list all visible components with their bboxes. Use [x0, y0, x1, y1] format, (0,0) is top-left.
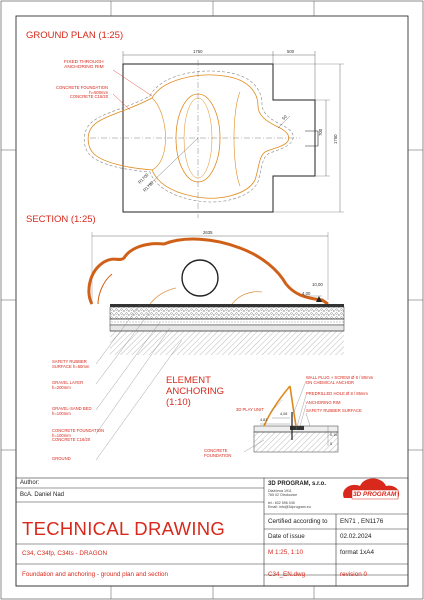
anchor-concrete-label: [204, 449, 231, 458]
company-address-line2: 765 02 Otrokovice: [268, 493, 298, 498]
gravel-layer-line1: GRAVEL LAYER: [52, 380, 84, 385]
safety-rubber-line2: SURFACE h=50mm: [52, 363, 90, 369]
gravel-layer: [110, 307, 344, 319]
ground-plan: [84, 51, 344, 218]
gravel-sand-line1: GRAVEL-SAND BED: [52, 406, 92, 411]
dim-481: 4,81: [260, 418, 268, 422]
dim-4: 4,00: [302, 291, 311, 296]
safety-rubber-surface-label: SAFETY RUBBER SURFACE: [306, 408, 362, 413]
wall-plug-line2: ON CHEMICAL ANCHOR: [306, 379, 355, 385]
dim-r1700: R1700: [137, 172, 150, 185]
safety-rubber-label: [52, 360, 89, 369]
company-phone: tel.: 602 596 045: [268, 500, 295, 505]
company-name: 3D PROGRAM, s.r.o.: [268, 481, 327, 487]
section-concrete-line3: CONCRETE C16/20: [52, 437, 91, 443]
file-name: C34_EN.dwg: [268, 571, 306, 578]
anchor-concrete-line2: FOUNDATION: [204, 452, 232, 458]
dim-2635: 2635: [203, 230, 213, 235]
date-label: Date of issue: [268, 533, 305, 540]
scale-value: M 1:25, 1:10: [268, 549, 304, 556]
element-anchoring-title: [166, 375, 224, 408]
model-list: C34, C34fp, C34ts - DRAGON: [22, 550, 108, 557]
gravel-layer-label: [52, 381, 83, 390]
inner-frame: [16, 16, 408, 586]
ground-label: GROUND: [52, 456, 71, 461]
ground-layer: [110, 331, 344, 355]
play-unit-label: 3D PLAY UNIT: [236, 407, 264, 412]
section-concrete-label: [52, 429, 104, 443]
author-name: BcA. Daniel Nad: [20, 492, 65, 498]
safety-rubber-line1: SAFETY RUBBER: [52, 359, 87, 364]
element-title-line1: ELEMENT: [166, 375, 211, 386]
dim-700: 700: [318, 128, 323, 136]
certified-value: EN71 , EN1176: [340, 518, 384, 525]
author-label: Author:: [20, 480, 40, 486]
fixed-through-line1: FIXED THROUGH: [64, 60, 104, 65]
section-concrete-line2: h=100mm: [52, 432, 71, 438]
drawing-subtitle: Foundation and anchoring - ground plan and section: [22, 571, 168, 578]
date-value: 02.02.2024: [340, 533, 372, 540]
anchor-concrete-line1: CONCRETE: [204, 448, 228, 453]
company-email: Email: info@3dprogram.eu: [268, 504, 311, 509]
plan-concrete-line1: CONCRETE FOUNDATION: [56, 85, 109, 90]
gravel-layer-line2: h=200mm: [52, 384, 71, 390]
wall-plug-line1: WALL PLUG + SCREW Ø 8 / 80mm: [306, 375, 374, 380]
revision: revision 0: [340, 571, 367, 578]
certified-label: Certified according to: [268, 518, 328, 525]
wall-plug-label: [306, 376, 373, 385]
drawing-title: TECHNICAL DRAWING: [22, 518, 226, 539]
company-address: [268, 489, 311, 509]
dim-408: 4,08: [280, 412, 288, 416]
dim-1750-vertical: 1750: [333, 134, 338, 144]
section-concrete-line1: CONCRETE FOUNDATION: [52, 428, 105, 433]
rubber-layer: [110, 304, 344, 307]
sand-layer: [110, 319, 344, 325]
dim-10: 10,00: [312, 282, 323, 287]
dim-016: 0,16: [330, 433, 338, 437]
logo-text: 3D PROGRAM: [353, 490, 397, 498]
fixed-through-label: [64, 60, 104, 71]
anchoring-rim-label: ANCHORING RIM: [306, 400, 341, 405]
concrete-layer: [110, 325, 344, 331]
format-value: format 1xA4: [340, 549, 374, 556]
plan-concrete-label: [56, 86, 108, 100]
plan-concrete-line2: h=500mm: [89, 89, 109, 95]
dim-1750: 1750: [193, 49, 203, 54]
fixed-through-line2: ANCHORING RIM: [64, 65, 104, 71]
dim-r50: 50: [280, 114, 288, 121]
plan-concrete-line3: CONCRETE C16/20: [69, 94, 109, 100]
company-address-line1: Dlažčená 1911: [268, 489, 292, 493]
gravel-sand-label: [52, 407, 91, 416]
element-title-line2: ANCHORING: [166, 386, 225, 397]
gravel-sand-line2: h=100mm: [52, 410, 71, 416]
element-title-line3: (1:10): [166, 397, 191, 408]
ground-plan-title: GROUND PLAN (1:25): [26, 30, 124, 41]
dim-5: 5: [330, 442, 333, 446]
predrilled-hole-label: PREDRILLED HOLE Ø 8 / 85mm: [306, 391, 368, 396]
dim-500: 500: [287, 49, 295, 54]
dim-r1790: R1790: [142, 180, 155, 193]
section-title: SECTION (1:25): [26, 214, 96, 225]
